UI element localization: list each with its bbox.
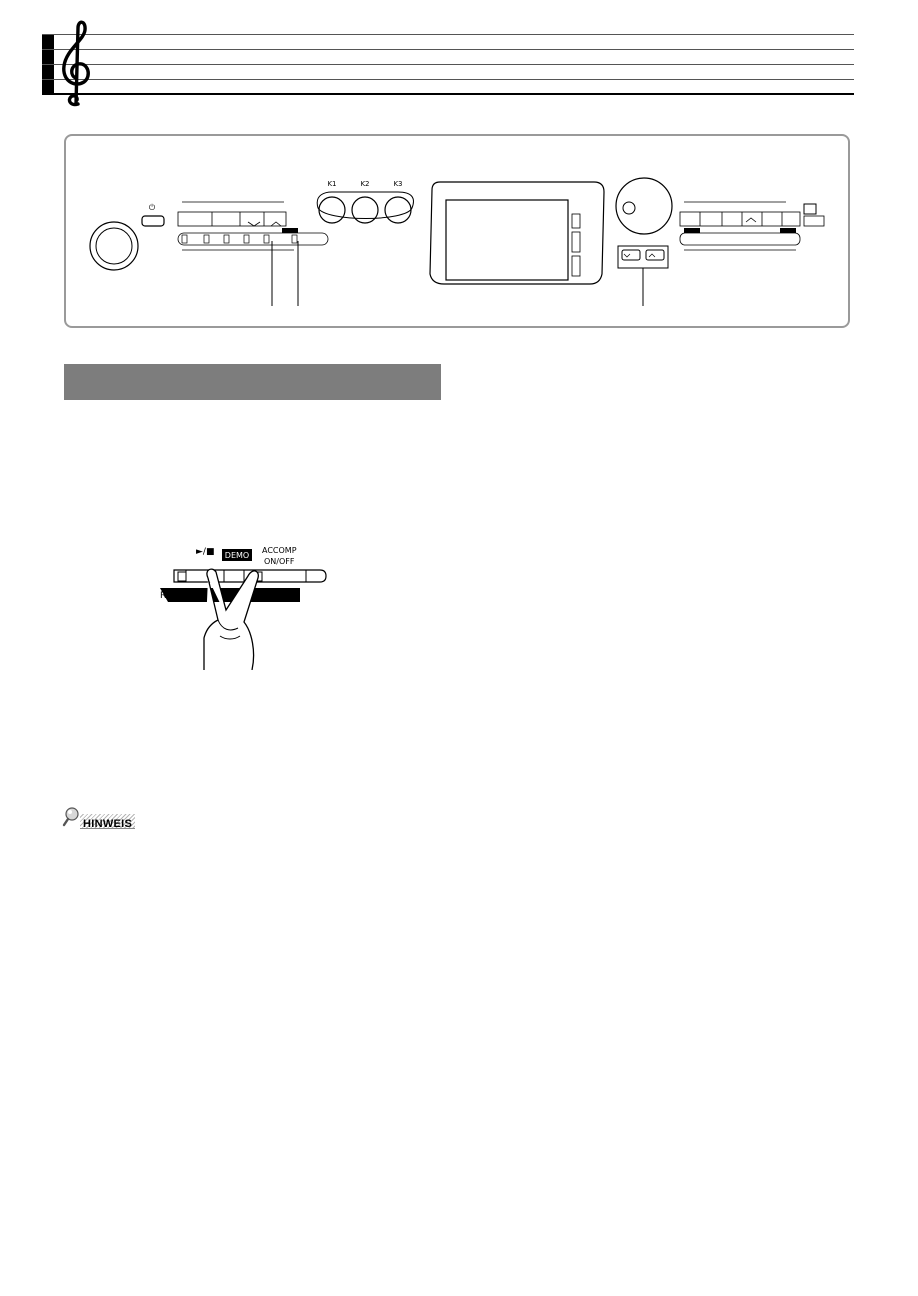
play-stop-button <box>178 572 186 581</box>
knob-label-k3: K3 <box>393 180 403 188</box>
knob-label-k1: K1 <box>327 180 337 188</box>
svg-text:R: R <box>160 591 167 601</box>
dial <box>616 178 672 234</box>
power-button <box>142 203 164 226</box>
registration-marker <box>780 228 796 233</box>
volume-knob <box>90 222 138 270</box>
knob-label-k2: K2 <box>360 180 370 188</box>
registration-marker <box>684 228 700 233</box>
note-label-box <box>80 814 135 829</box>
staff-line <box>42 79 854 80</box>
note-label: HINWEIS <box>83 818 133 830</box>
demo-label-box <box>282 228 298 233</box>
small-button-icons <box>182 235 297 243</box>
note-heading <box>62 806 162 828</box>
keyboard-panel-drawing <box>66 136 852 330</box>
function-button <box>804 216 824 226</box>
staff-line <box>42 64 854 65</box>
header-staff <box>0 0 918 110</box>
accomp-label-line1: ACCOMP <box>262 546 297 555</box>
staff-line <box>42 93 854 95</box>
function-button <box>804 204 816 214</box>
song-bank-button-group <box>178 202 328 250</box>
lcd-display <box>430 182 604 284</box>
keyboard-panel-diagram <box>64 134 850 328</box>
treble-clef-icon <box>58 18 94 108</box>
rhythm-tempo-button-group <box>680 202 800 250</box>
accomp-label-line2: ON/OFF <box>264 557 295 566</box>
play-stop-label: ►/■ <box>196 547 215 557</box>
demo-button-press-illustration <box>160 540 330 670</box>
demo-label: DEMO <box>224 551 250 560</box>
k-knobs <box>317 180 413 223</box>
no-yes-buttons <box>618 246 668 268</box>
staff-line <box>42 49 854 50</box>
svg-text:⏻: ⏻ <box>148 203 156 212</box>
section-heading-bar <box>64 364 441 400</box>
panel-edge <box>160 588 300 602</box>
staff-line <box>42 34 854 35</box>
magnifier-icon <box>62 806 82 828</box>
hand-drawing <box>204 569 258 670</box>
